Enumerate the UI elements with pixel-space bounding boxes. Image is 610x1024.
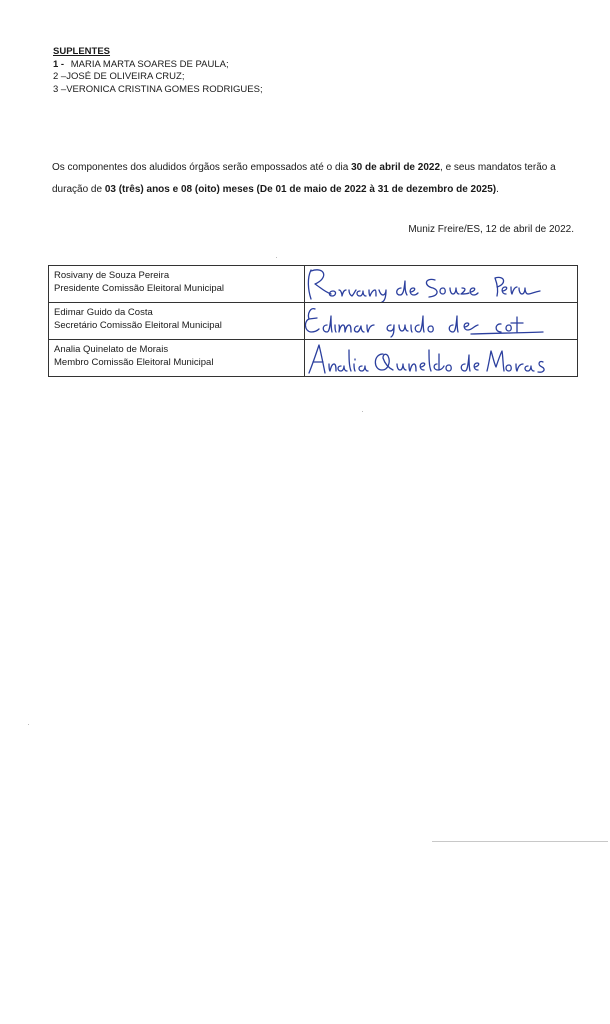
signature-cell [305, 266, 578, 303]
suplentes-heading: SUPLENTES [53, 46, 111, 57]
suplente-item-1 [53, 59, 263, 72]
handwritten-signature [305, 266, 577, 302]
scan-speck [276, 257, 277, 258]
signatory-name: Rosivany de Souza Pereira [54, 270, 170, 281]
signatory-role: Presidente Comissão Eleitoral Municipal [54, 283, 225, 294]
suplente-item-2 [53, 71, 263, 84]
paragraph-text-3: . [496, 184, 499, 195]
suplente-number: 3 – [53, 83, 67, 95]
paragraph-bold-duration: 03 (três) anos e 08 (oito) meses (De 01 de maio de 2022 à 31 de dezembro de 2025) [104, 184, 497, 195]
scan-speck [362, 411, 363, 412]
body-paragraph [52, 157, 576, 201]
signature-table [48, 265, 578, 377]
suplente-number: 1 - [53, 58, 65, 70]
scan-artifact-line [432, 841, 608, 842]
paragraph-text-1: Os componentes dos aludidos órgãos serão empossados até o dia [52, 162, 352, 173]
signature-cell [305, 303, 578, 340]
suplente-name: JOSÉ DE OLIVEIRA CRUZ; [66, 71, 185, 82]
signatory-cell [49, 340, 305, 377]
scan-speck [28, 724, 29, 725]
handwritten-signature [305, 340, 577, 376]
suplente-name: MARIA MARTA SOARES DE PAULA; [70, 58, 229, 70]
suplentes-section [53, 46, 263, 96]
place-date-line: Muniz Freire/ES, 12 de abril de 2022. [408, 224, 574, 235]
handwritten-signature [305, 303, 577, 339]
signatory-role: Membro Comissão Eleitoral Municipal [54, 357, 214, 368]
signature-cell [305, 340, 578, 377]
suplente-name: VERONICA CRISTINA GOMES RODRIGUES; [66, 83, 263, 95]
signatory-cell [49, 303, 305, 340]
signatory-cell [49, 266, 305, 303]
signature-row-secretary [49, 303, 578, 340]
signatory-name: Edimar Guido da Costa [54, 307, 153, 318]
signature-row-member [49, 340, 578, 377]
signature-row-president [49, 266, 578, 303]
signatory-role: Secretário Comissão Eleitoral Municipal [54, 320, 222, 331]
paragraph-bold-date: 30 de abril de 2022 [351, 162, 441, 173]
signatory-name: Analia Quinelato de Morais [54, 344, 169, 355]
suplente-item-3 [53, 84, 263, 97]
suplente-number: 2 – [53, 71, 67, 82]
paragraph-text-2: , e seus mandatos terão a duração de [52, 162, 556, 195]
